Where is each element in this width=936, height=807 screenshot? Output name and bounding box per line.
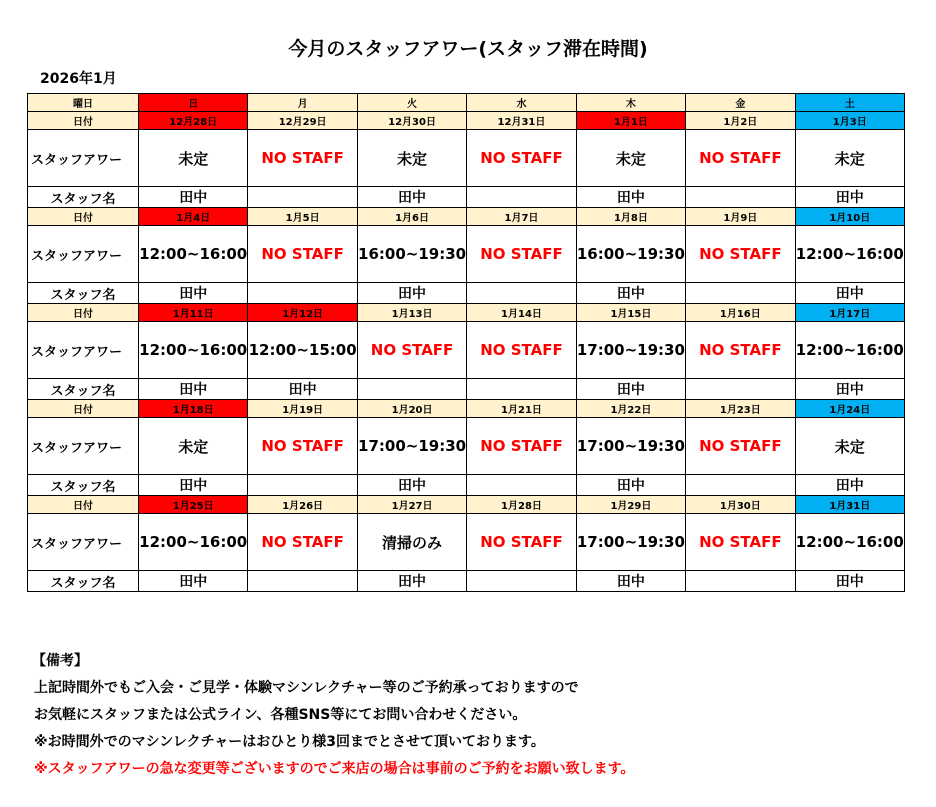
staff-name-cell <box>467 283 576 304</box>
date-cell: 1月21日 <box>467 400 576 418</box>
staff-hour-cell: 未定 <box>795 130 904 187</box>
date-cell: 1月29日 <box>576 496 685 514</box>
date-cell: 1月9日 <box>686 208 795 226</box>
staff-hour-row <box>28 226 905 283</box>
date-cell: 12月30日 <box>357 112 466 130</box>
staff-hour-cell: NO STAFF <box>467 226 576 283</box>
staff-hour-cell: NO STAFF <box>467 130 576 187</box>
date-row-label: 日付 <box>28 400 139 418</box>
staff-hour-cell: NO STAFF <box>467 322 576 379</box>
staff-hour-cell: 17:00~19:30 <box>576 514 685 571</box>
date-cell: 1月19日 <box>248 400 357 418</box>
staff-name-cell: 田中 <box>795 475 904 496</box>
date-cell: 1月4日 <box>139 208 248 226</box>
weekday-tue: 火 <box>357 94 466 112</box>
staff-name-cell <box>248 187 357 208</box>
staff-hour-label: スタッフアワー <box>28 226 139 283</box>
staff-name-cell: 田中 <box>576 187 685 208</box>
staff-hour-cell: 12:00~16:00 <box>795 226 904 283</box>
staff-hour-label: スタッフアワー <box>28 418 139 475</box>
date-cell: 1月14日 <box>467 304 576 322</box>
staff-name-cell <box>686 283 795 304</box>
date-cell: 1月24日 <box>795 400 904 418</box>
staff-hour-cell: NO STAFF <box>686 514 795 571</box>
date-cell: 1月27日 <box>357 496 466 514</box>
staff-name-row <box>28 379 905 400</box>
date-cell: 1月7日 <box>467 208 576 226</box>
date-cell: 1月1日 <box>576 112 685 130</box>
staff-hour-cell: 12:00~15:00 <box>248 322 357 379</box>
date-row-label: 日付 <box>28 112 139 130</box>
staff-name-cell: 田中 <box>795 379 904 400</box>
staff-name-cell: 田中 <box>357 187 466 208</box>
date-row <box>28 112 905 130</box>
staff-hour-cell: NO STAFF <box>686 226 795 283</box>
staff-name-label: スタッフ名 <box>28 379 139 400</box>
staff-hour-cell: 清掃のみ <box>357 514 466 571</box>
staff-name-label: スタッフ名 <box>28 571 139 592</box>
staff-name-cell <box>686 187 795 208</box>
date-cell: 1月20日 <box>357 400 466 418</box>
staff-name-cell <box>686 379 795 400</box>
staff-name-cell: 田中 <box>248 379 357 400</box>
date-cell: 1月18日 <box>139 400 248 418</box>
staff-name-cell <box>248 475 357 496</box>
staff-name-label: スタッフ名 <box>28 475 139 496</box>
staff-hour-cell: 12:00~16:00 <box>795 322 904 379</box>
staff-name-cell: 田中 <box>576 571 685 592</box>
weekday-fri: 金 <box>686 94 795 112</box>
weekday-wed: 水 <box>467 94 576 112</box>
notes-warning: ※スタッフアワーの急な変更等ございますのでご来店の場合は事前のご予約をお願い致します。 <box>34 761 635 777</box>
staff-name-cell <box>248 283 357 304</box>
staff-hour-cell: NO STAFF <box>686 322 795 379</box>
date-row-label: 日付 <box>28 208 139 226</box>
notes-line: お気軽にスタッフまたは公式ライン、各種SNS等にてお問い合わせください。 <box>34 707 527 723</box>
staff-name-cell <box>467 475 576 496</box>
date-cell: 1月8日 <box>576 208 685 226</box>
staff-name-cell: 田中 <box>139 283 248 304</box>
weekday-header-label: 曜日 <box>28 94 139 112</box>
staff-hour-cell: 12:00~16:00 <box>139 322 248 379</box>
date-row-label: 日付 <box>28 496 139 514</box>
staff-hour-row <box>28 418 905 475</box>
staff-name-cell: 田中 <box>576 283 685 304</box>
date-cell: 1月11日 <box>139 304 248 322</box>
notes-section <box>34 648 635 783</box>
staff-hour-cell: 未定 <box>139 418 248 475</box>
staff-name-cell: 田中 <box>576 379 685 400</box>
weekday-header-row <box>28 94 905 112</box>
staff-hour-row <box>28 130 905 187</box>
staff-name-cell <box>467 187 576 208</box>
staff-name-cell: 田中 <box>795 187 904 208</box>
staff-name-cell: 田中 <box>139 475 248 496</box>
staff-name-cell: 田中 <box>795 283 904 304</box>
weekday-sun: 日 <box>139 94 248 112</box>
staff-hour-cell: 12:00~16:00 <box>139 514 248 571</box>
staff-name-cell <box>467 379 576 400</box>
date-cell: 1月26日 <box>248 496 357 514</box>
date-cell: 1月2日 <box>686 112 795 130</box>
staff-hour-row <box>28 514 905 571</box>
staff-name-row <box>28 571 905 592</box>
staff-hour-cell: 17:00~19:30 <box>576 322 685 379</box>
staff-hour-cell: 未定 <box>139 130 248 187</box>
notes-line: ※お時間外でのマシンレクチャーはおひとり様3回までとさせて頂いております。 <box>34 734 545 750</box>
date-cell: 1月12日 <box>248 304 357 322</box>
date-cell: 1月23日 <box>686 400 795 418</box>
staff-hour-cell: NO STAFF <box>467 418 576 475</box>
date-cell: 1月28日 <box>467 496 576 514</box>
date-row <box>28 304 905 322</box>
staff-hour-label: スタッフアワー <box>28 514 139 571</box>
staff-hour-cell: 未定 <box>576 130 685 187</box>
notes-title: 【備考】 <box>32 653 88 669</box>
staff-name-label: スタッフ名 <box>28 283 139 304</box>
date-cell: 1月13日 <box>357 304 466 322</box>
staff-hour-cell: NO STAFF <box>248 514 357 571</box>
staff-hour-cell: NO STAFF <box>686 418 795 475</box>
staff-name-cell: 田中 <box>576 475 685 496</box>
date-cell: 1月16日 <box>686 304 795 322</box>
date-cell: 1月6日 <box>357 208 466 226</box>
date-cell: 12月31日 <box>467 112 576 130</box>
staff-name-cell <box>248 571 357 592</box>
staff-hour-cell: NO STAFF <box>686 130 795 187</box>
staff-hour-cell: 12:00~16:00 <box>795 514 904 571</box>
date-cell: 1月25日 <box>139 496 248 514</box>
date-cell: 1月30日 <box>686 496 795 514</box>
date-cell: 1月17日 <box>795 304 904 322</box>
date-cell: 12月28日 <box>139 112 248 130</box>
staff-name-cell: 田中 <box>357 475 466 496</box>
staff-hour-cell: NO STAFF <box>248 418 357 475</box>
date-cell: 1月10日 <box>795 208 904 226</box>
staff-hour-cell: NO STAFF <box>357 322 466 379</box>
staff-name-cell: 田中 <box>139 379 248 400</box>
date-row <box>28 400 905 418</box>
staff-name-cell <box>357 379 466 400</box>
staff-name-row <box>28 187 905 208</box>
date-cell: 1月5日 <box>248 208 357 226</box>
staff-hour-row <box>28 322 905 379</box>
page-title: 今月のスタッフアワー(スタッフ滞在時間) <box>288 38 648 60</box>
staff-hour-cell: 12:00~16:00 <box>139 226 248 283</box>
staff-hour-cell: NO STAFF <box>248 226 357 283</box>
date-cell: 12月29日 <box>248 112 357 130</box>
staff-name-cell: 田中 <box>139 187 248 208</box>
staff-hour-table <box>27 93 905 592</box>
weekday-mon: 月 <box>248 94 357 112</box>
staff-name-cell <box>686 475 795 496</box>
weekday-sat: 土 <box>795 94 904 112</box>
staff-name-cell: 田中 <box>357 571 466 592</box>
staff-hour-cell: NO STAFF <box>248 130 357 187</box>
staff-name-cell: 田中 <box>357 283 466 304</box>
weekday-thu: 木 <box>576 94 685 112</box>
staff-name-row <box>28 475 905 496</box>
date-row-label: 日付 <box>28 304 139 322</box>
date-cell: 1月31日 <box>795 496 904 514</box>
date-cell: 1月22日 <box>576 400 685 418</box>
month-label: 2026年1月 <box>40 71 117 87</box>
staff-hour-cell: 未定 <box>357 130 466 187</box>
staff-hour-label: スタッフアワー <box>28 322 139 379</box>
notes-line: 上記時間外でもご入会・ご見学・体験マシンレクチャー等のご予約承っておりますので <box>34 680 579 696</box>
staff-name-cell <box>467 571 576 592</box>
staff-hour-cell: 未定 <box>795 418 904 475</box>
staff-name-cell <box>686 571 795 592</box>
staff-name-cell: 田中 <box>795 571 904 592</box>
date-cell: 1月15日 <box>576 304 685 322</box>
staff-hour-cell: 16:00~19:30 <box>576 226 685 283</box>
date-cell: 1月3日 <box>795 112 904 130</box>
staff-name-row <box>28 283 905 304</box>
date-row <box>28 496 905 514</box>
staff-hour-cell: 17:00~19:30 <box>357 418 466 475</box>
staff-hour-cell: 17:00~19:30 <box>576 418 685 475</box>
staff-name-label: スタッフ名 <box>28 187 139 208</box>
staff-hour-label: スタッフアワー <box>28 130 139 187</box>
staff-name-cell: 田中 <box>139 571 248 592</box>
staff-hour-cell: NO STAFF <box>467 514 576 571</box>
date-row <box>28 208 905 226</box>
staff-hour-cell: 16:00~19:30 <box>357 226 466 283</box>
